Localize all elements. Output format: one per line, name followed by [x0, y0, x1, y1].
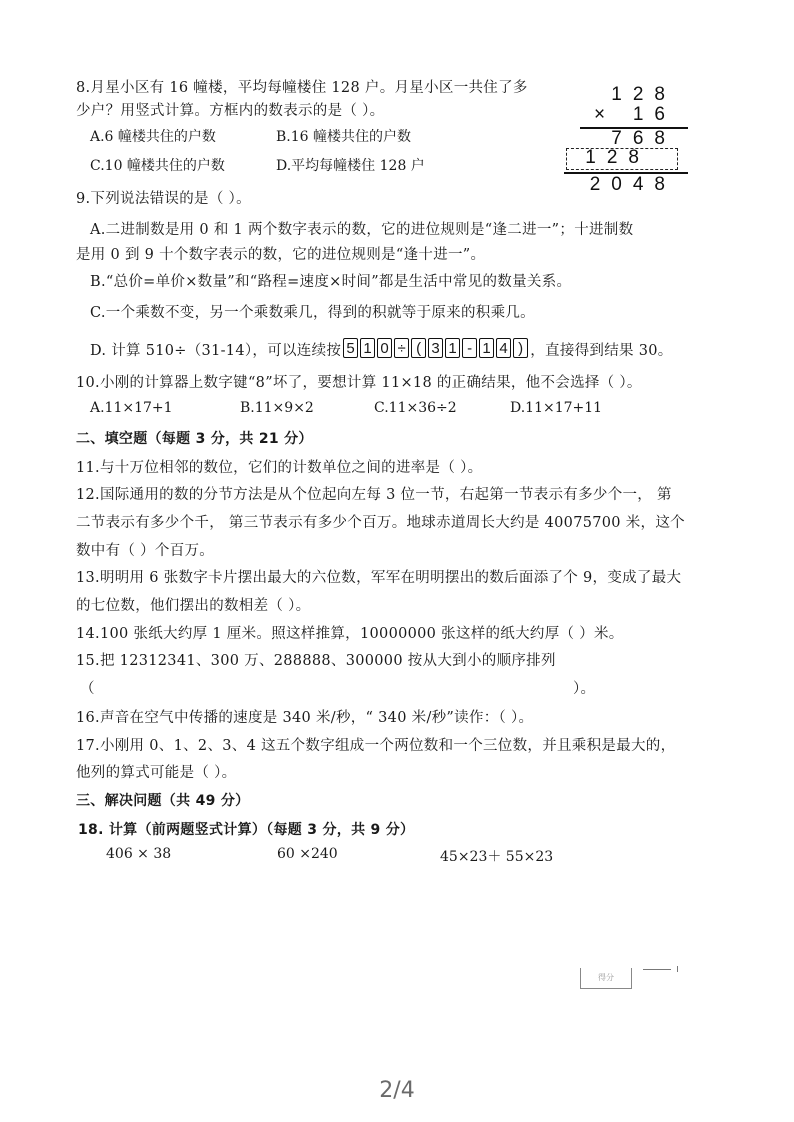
- q9-d-suffix: ，直接得到结果 30。: [530, 343, 673, 359]
- q12-line1: 12.国际通用的数的分节方法是从个位起向左每 3 位一节，右起第一节表示有多少个一， 第: [76, 487, 672, 503]
- calculator-key: 1: [445, 338, 460, 358]
- q10-stem: 10.小刚的计算器上数字键“8”坏了，要想计算 11×18 的正确结果，他不会选择（ ）。: [76, 375, 642, 391]
- multiplier: 16: [632, 104, 676, 125]
- q11: 11.与十万位相邻的数位，它们的计数单位之间的进率是（ ）。: [76, 460, 483, 476]
- calculator-key: 1: [360, 338, 375, 358]
- q15-close-paren: ）。: [573, 681, 596, 697]
- q12-line2: 二节表示有多少个千， 第三节表示有多少个百万。地球赤道周长大约是 40075700 米，这个: [76, 515, 685, 531]
- score-dash: [643, 969, 671, 970]
- q10-option-b: B.11×9×2: [240, 400, 314, 416]
- q18-expression-3: 45×23＋ 55×23: [440, 849, 554, 865]
- section-3-title: 三、解决问题（共 49 分）: [76, 793, 250, 809]
- q18-expression-1: 406 × 38: [106, 846, 172, 862]
- q17-line2: 他列的算式可能是（ ）。: [76, 765, 237, 781]
- calculator-key-sequence: [343, 338, 528, 358]
- q13-line2: 的七位数，他们摆出的数相差（ ）。: [76, 598, 311, 614]
- score-box: 得分: [580, 968, 632, 989]
- page-indicator: 2/4: [379, 1078, 415, 1103]
- calculator-key: 3: [428, 338, 443, 358]
- q8-line1: 8.月星小区有 16 幢楼，平均每幢楼住 128 户。月星小区一共住了多: [76, 80, 528, 96]
- calculator-key: ÷: [394, 338, 409, 358]
- q17-line1: 17.小刚用 0、1、2、3、4 这五个数字组成一个两位数和一个三位数，并且乘积是最大的，: [76, 738, 676, 754]
- q14: 14.100 张纸大约厚 1 厘米。照这样推算，10000000 张这样的纸大约厚（ ）米。: [76, 626, 624, 642]
- multiplicand: 128: [611, 84, 676, 105]
- q15-line1: 15.把 12312341、300 万、288888、300000 按从大到小的顺序排列: [76, 653, 556, 669]
- q9-option-a-line1: A.二进制数是用 0 和 1 两个数字表示的数，它的进位规则是“逢二进一”；十进制数: [90, 222, 634, 238]
- q13-line1: 13.明明用 6 张数字卡片摆出最大的六位数，军军在明明摆出的数后面添了个 9，变成了最大: [76, 570, 682, 586]
- q9-option-a-line2: 是用 0 到 9 十个数字表示的数，它的进位规则是“逢十进一”。: [76, 247, 486, 263]
- q9-stem: 9.下列说法错误的是（ ）。: [76, 191, 251, 207]
- section-2-title: 二、填空题（每题 3 分，共 21 分）: [76, 431, 313, 447]
- q8-option-c: C.10 幢楼共住的户数: [90, 158, 225, 174]
- calculator-key: ): [513, 338, 528, 358]
- q9-option-b: B.“总价=单价×数量”和“路程=速度×时间”都是生活中常见的数量关系。: [90, 274, 572, 290]
- calculator-key: 1: [479, 338, 494, 358]
- multiply-operator: ×: [594, 104, 617, 125]
- q8-option-a: A.6 幢楼共住的户数: [90, 129, 216, 145]
- calculator-key: (: [411, 338, 426, 358]
- q8-option-d: D.平均每幢楼住 128 户: [276, 158, 425, 174]
- q18-stem: 18. 计算（前两题竖式计算）（每题 3 分，共 9 分）: [78, 822, 415, 838]
- score-tick: [677, 966, 678, 972]
- q12-line3: 数中有（ ）个百万。: [76, 543, 215, 559]
- calculator-key: 0: [377, 338, 392, 358]
- q10-option-d: D.11×17+11: [510, 400, 603, 416]
- q18-expression-2: 60 ×240: [277, 846, 338, 862]
- calculator-key: -: [462, 338, 477, 358]
- calculator-key: 4: [496, 338, 511, 358]
- product-result: 2048: [589, 174, 676, 195]
- partial-product-2: 128: [585, 147, 650, 168]
- q8-line2: 少户？用竖式计算。方框内的数表示的是（ ）。: [76, 103, 385, 119]
- calculator-key: 5: [343, 338, 358, 358]
- q10-option-c: C.11×36÷2: [374, 400, 457, 416]
- q15-open-paren: （: [80, 681, 95, 697]
- q9-option-c: C.一个乘数不变，另一个乘数乘几，得到的积就等于原来的积乘几。: [90, 305, 535, 321]
- partial-product-1: 768: [611, 128, 676, 149]
- q9-d-prefix: D. 计算 510÷（31-14），可以连续按: [90, 343, 342, 359]
- q10-option-a: A.11×17+1: [90, 400, 173, 416]
- q8-option-b: B.16 幢楼共住的户数: [276, 129, 412, 145]
- q16: 16.声音在空气中传播的速度是 340 米/秒，“ 340 米/秒”读作：（ ）。: [76, 710, 534, 726]
- q9-option-d: [90, 339, 673, 361]
